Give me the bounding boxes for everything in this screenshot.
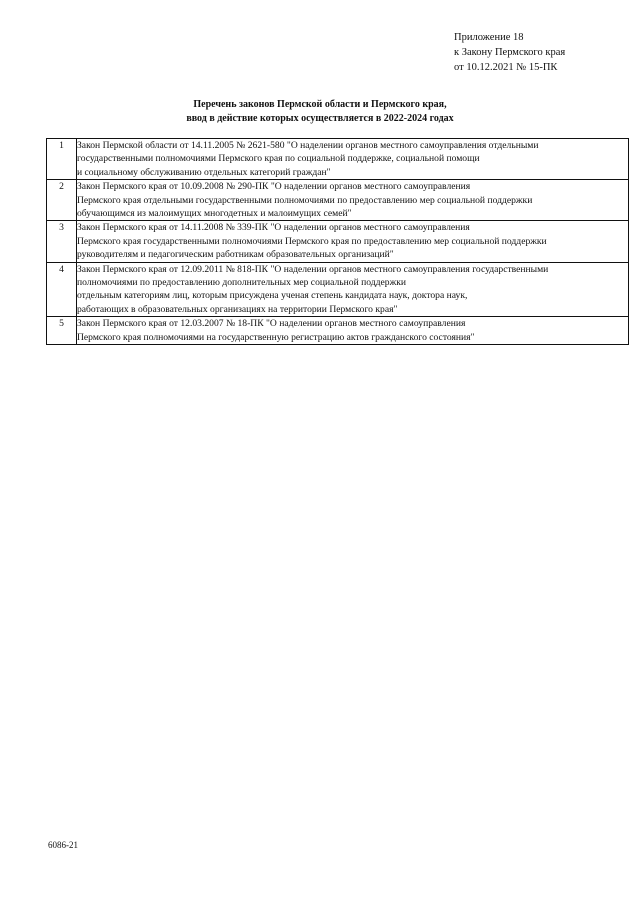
row-number: 4 [47,262,77,317]
table-row [47,262,629,317]
law-description [77,221,629,262]
law-text-line: Закон Пермского края от 12.03.2007 № 18-ПК "О наделении органов местного самоуправления [77,318,466,330]
law-text-line: Закон Пермского края от 10.09.2008 № 290-ПК "О наделении органов местного самоуправления [77,181,471,193]
law-description [77,180,629,221]
document-registration-number: 6086-21 [48,840,78,850]
law-text-line: работающих в образовательных организациях на территории Пермского края" [77,303,398,315]
law-text-line: обучающимся из малоимущих многодетных и малоимущих семей" [77,208,352,220]
law-text-line: полномочиями по предоставлению дополнительных мер социальной поддержки [77,277,406,289]
title-line-1: Перечень законов Пермской области и Пермского края, [193,99,447,110]
table-row [47,180,629,221]
appendix-law-date: от 10.12.2021 № 15-ПК [454,62,558,73]
table-row [47,139,629,180]
row-number: 5 [47,317,77,345]
row-number: 1 [47,139,77,180]
table-row [47,317,629,345]
row-number: 2 [47,180,77,221]
law-text-line: государственными полномочиями Пермского края по социальной поддержке, социальной помощи [77,153,480,165]
law-text-line: Закон Пермского края от 14.11.2008 № 339-ПК "О наделении органов местного самоуправления [77,222,470,234]
laws-table [46,138,629,345]
law-description [77,262,629,317]
law-text-line: и социальному обслуживанию отдельных категорий граждан" [77,166,331,178]
row-number: 3 [47,221,77,262]
law-text-line: Закон Пермского края от 12.09.2011 № 818-ПК "О наделении органов местного самоуправления государственными [77,263,549,275]
law-text-line: Пермского края полномочиями на государственную регистрацию актов гражданского состояния" [77,331,475,343]
law-text-line: отдельным категориям лиц, которым присуждена ученая степень кандидата наук, доктора наук, [77,290,468,302]
law-description [77,317,629,345]
law-text-line: Закон Пермской области от 14.11.2005 № 2621-580 "О наделении органов местного самоуправления отдельными [77,140,539,151]
title-line-2: ввод в действие которых осуществляется в 2022-2024 годах [186,113,454,124]
table-row [47,221,629,262]
appendix-number: Приложение 18 [454,32,524,43]
appendix-header [454,30,565,75]
appendix-law-reference: к Закону Пермского края [454,47,566,58]
law-text-line: Пермского края государственными полномочиями Пермского края по предоставлению мер социальной поддержки [77,235,547,247]
document-title [0,98,640,126]
law-description [77,139,629,180]
law-text-line: Пермского края отдельными государственными полномочиями по предоставлению мер социальной поддержки [77,194,533,206]
law-text-line: руководителям и педагогическим работникам образовательных организаций" [77,249,394,261]
